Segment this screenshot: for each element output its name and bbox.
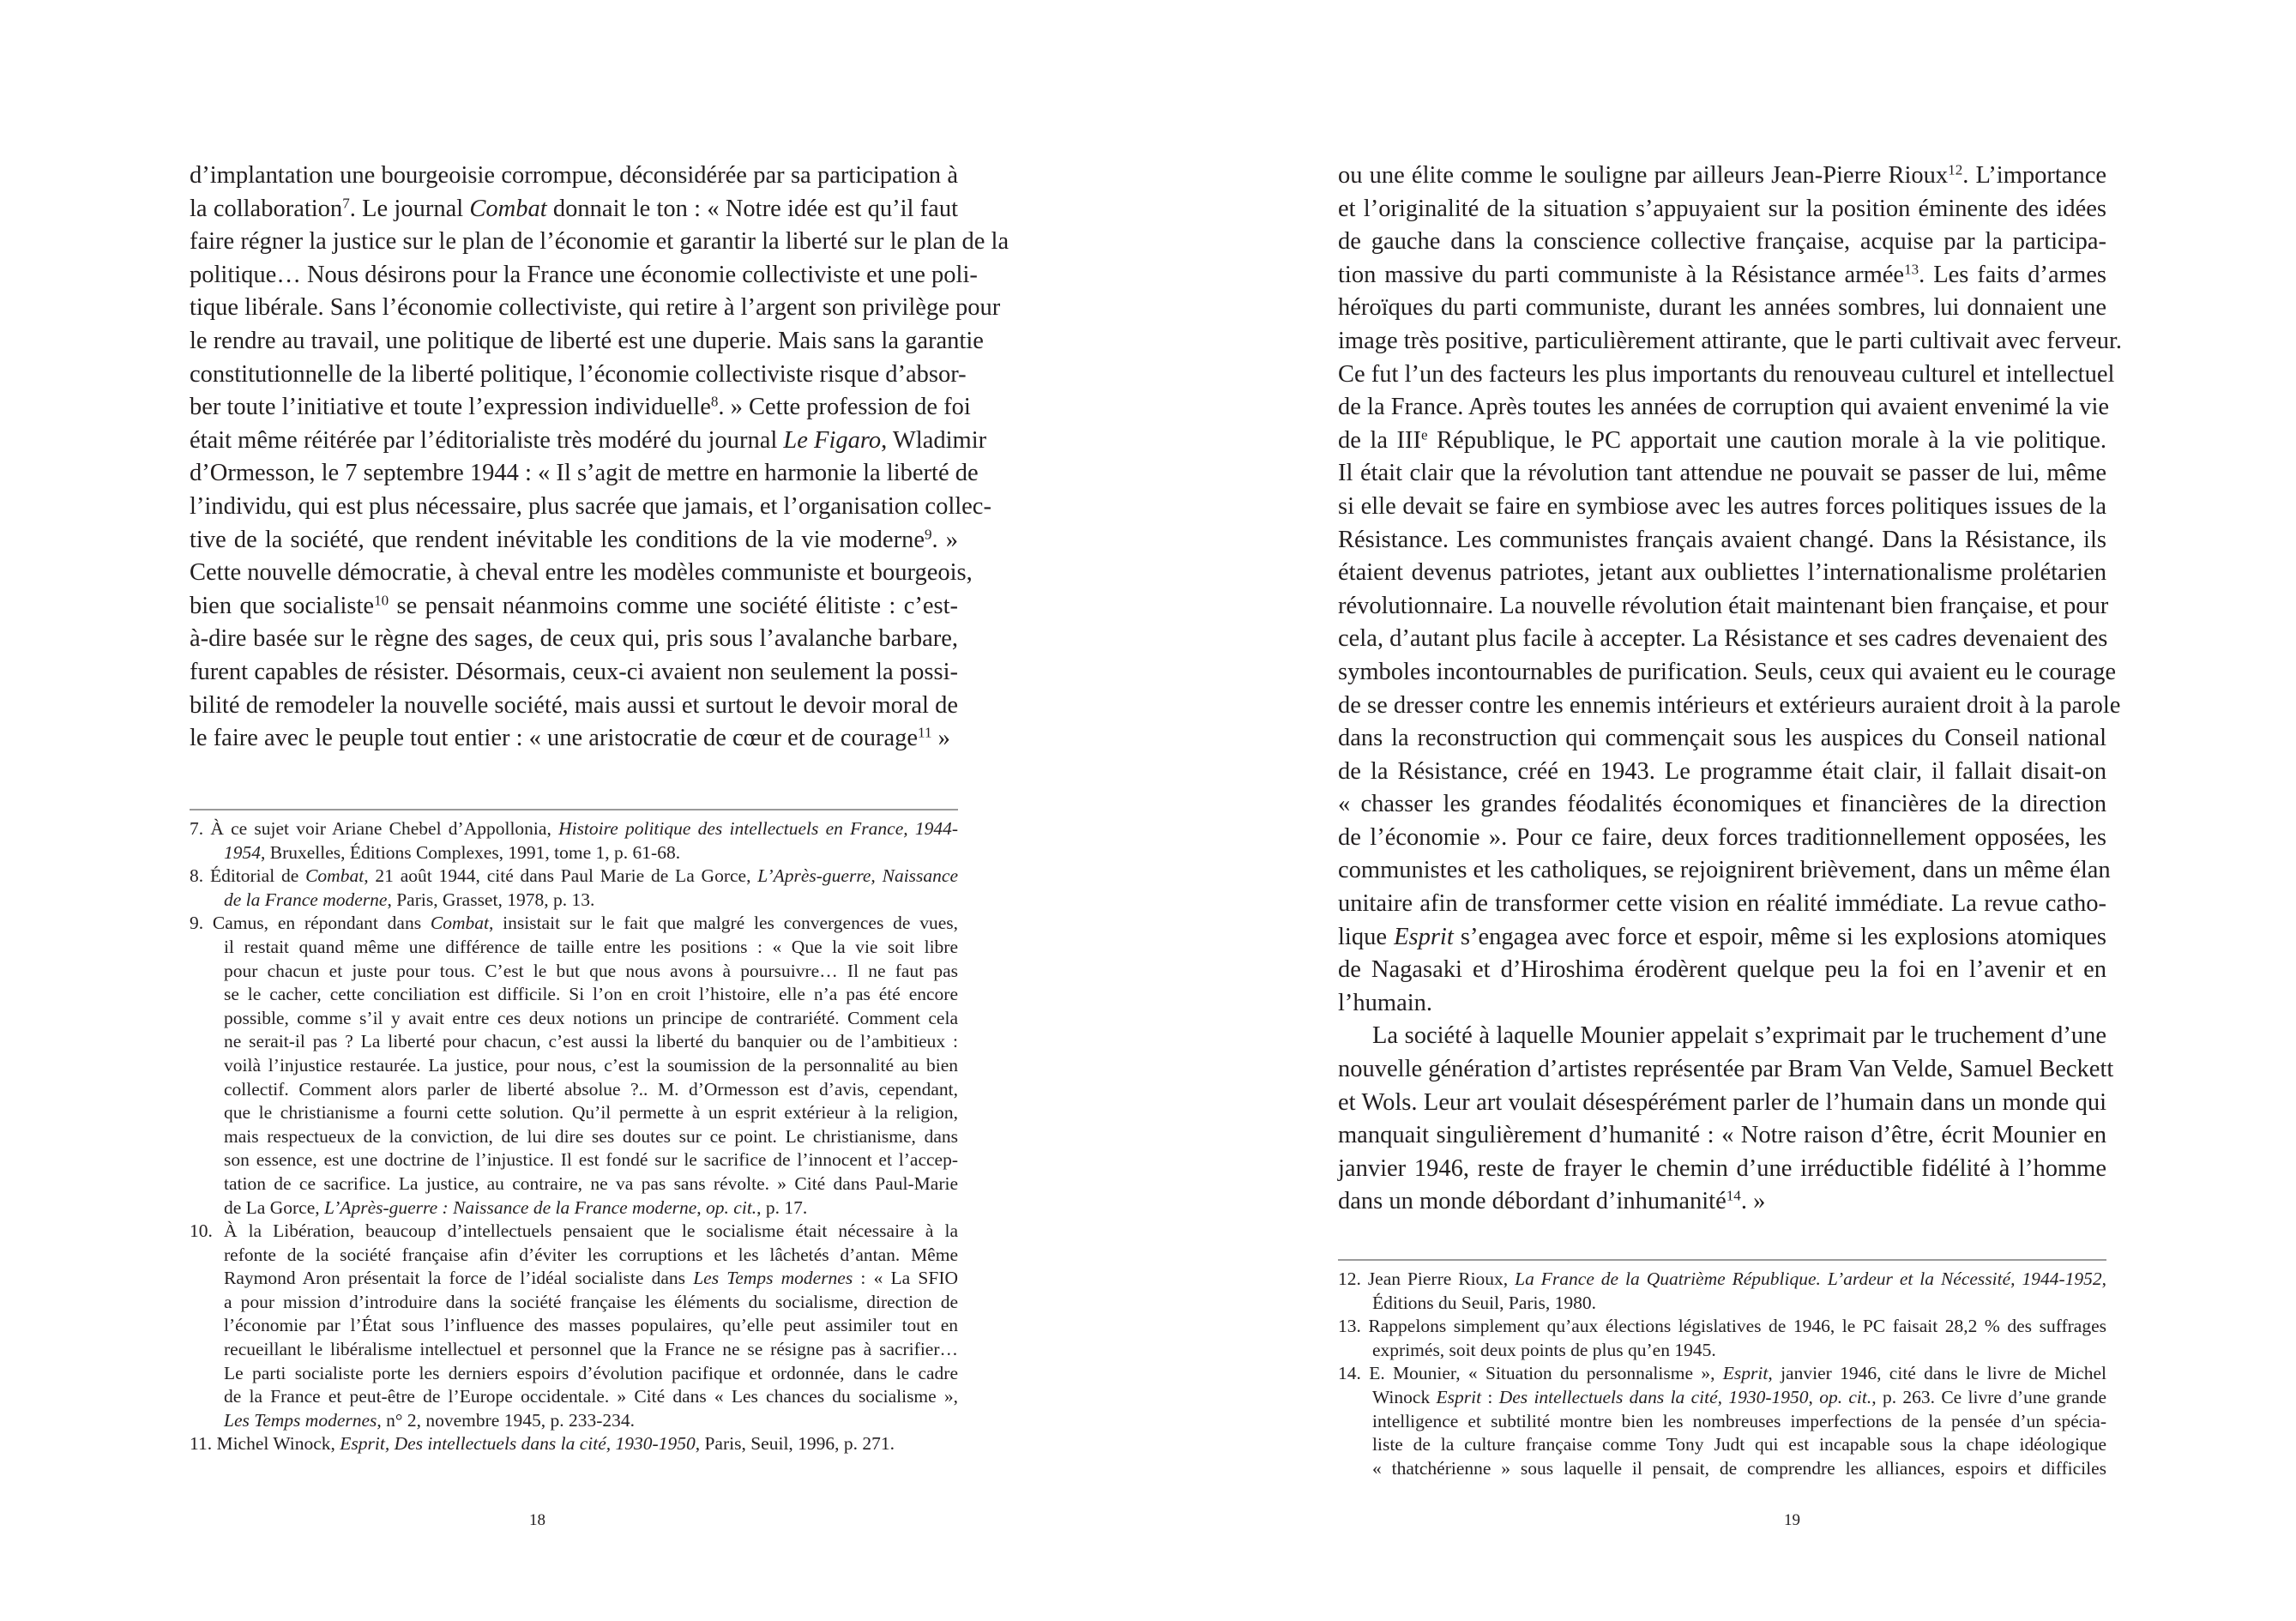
text-line: tique libérale. Sans l’économie collectiviste, qui retire à l’argent son privilège pour: [190, 294, 1001, 322]
text-line: tion massive du parti communiste à la Résistance armée$^{13}$. Les faits d’armes: [1338, 261, 2106, 288]
footnote-line: liste de la culture française comme Tony Judt qui est incapable sous la chape idéologique: [1372, 1434, 2106, 1455]
footnote-reference: e: [1420, 426, 1428, 443]
text-line: ou une élite comme le souligne par ailleurs Jean-Pierre Rioux$^{12}$. L’importance: [1338, 161, 2106, 189]
text-line: constitutionnelle de la liberté politique, l’économie collectiviste risque d’absor-: [190, 360, 967, 388]
footnote-line: que le christianisme a fourni cette solution. Qu’il permette à un esprit extérieur à la religion,: [224, 1102, 958, 1124]
footnote-11: [190, 1432, 958, 1456]
footnote-line: Éditions du Seuil, Paris, 1980.: [1372, 1292, 1596, 1313]
text-line: Cette nouvelle démocratie, à cheval entre les modèles communiste et bourgeois,: [190, 559, 973, 587]
text-line: furent capables de résister. Désormais, ceux-ci avaient non seulement la possi-: [190, 658, 958, 685]
footnote-line: voilà l’injustice restaurée. La justice, pour nous, c’est la soumission de la personnalité au bien: [224, 1054, 958, 1076]
text-line: janvier 1946, reste de frayer le chemin d’une irréductible fidélité à l’homme: [1338, 1154, 2106, 1182]
text-line: symboles incontournables de purification. Seuls, ceux qui avaient eu le courage: [1338, 658, 2116, 685]
text-line: image très positive, particulièrement attirante, que le parti cultivait avec ferveur.: [1338, 327, 2122, 354]
text-line: étaient devenus patriotes, jetant aux oubliettes l’internationalisme prolétarien: [1338, 559, 2106, 587]
footnote-line: 8. Éditorial de Combat, 21 août 1944, cité dans Paul Marie de La Gorce, L’Après-guerre, Naissance: [190, 865, 958, 887]
text-line: l’individu, qui est plus nécessaire, plus sacrée que jamais, et l’organisation collec-: [190, 492, 991, 520]
footnote-line: 14. E. Mounier, « Situation du personnalisme », Esprit, janvier 1946, cité dans le livre de Michel: [1338, 1363, 2106, 1384]
footnote-14: [1338, 1362, 2106, 1480]
footnote-8: [190, 865, 958, 912]
text-line: d’Ormesson, le 7 septembre 1944 : « Il s’agit de mettre en harmonie la liberté de: [190, 460, 979, 487]
text-line: dans un monde débordant d’inhumanité$^{14}$. »: [1338, 1188, 1766, 1215]
right-footnotes: [1338, 1268, 2106, 1480]
footnote-reference: 12: [1948, 161, 1963, 178]
right-page: [1148, 0, 2296, 1621]
text-line: communistes et les catholiques, se rejoignirent brièvement, dans un même élan: [1338, 857, 2111, 884]
text-line: de la IIIe République, le PC apportait une caution morale à la vie politique.: [1338, 426, 2106, 454]
footnote-reference: 10: [374, 592, 389, 609]
text-line: Résistance. Les communistes français avaient changé. Dans la Résistance, ils: [1338, 526, 2106, 553]
text-line: lique Esprit s’engagea avec force et espoir, même si les explosions atomiques: [1338, 923, 2106, 950]
text-line: d’implantation une bourgeoisie corrompue, déconsidérée par sa participation à: [190, 162, 958, 189]
footnote-reference: 8: [710, 393, 719, 410]
page-number: 19: [1784, 1511, 1800, 1529]
text-line: unitaire afin de transformer cette vision en réalité immédiate. La revue catho-: [1338, 890, 2106, 918]
footnote-line: de La Gorce, L’Après-guerre : Naissance de la France moderne, op. cit., p. 17.: [224, 1196, 808, 1218]
text-line: bien que socialiste$^{10}$ se pensait néanmoins comme une société élitiste : c’est-: [190, 592, 958, 619]
text-line: était même réitérée par l’éditorialiste très modéré du journal Le Figaro, Wladimir: [190, 426, 987, 454]
footnote-10: [190, 1220, 958, 1432]
footnote-line: pour chacun et juste pour tous. C’est le but que nous avons à poursuivre… Il ne faut pas: [224, 960, 958, 981]
footnote-reference: 13: [1904, 261, 1919, 278]
text-line: de la Résistance, créé en 1943. Le programme était clair, il fallait disait-on: [1338, 757, 2106, 785]
footnote-line: a pour mission d’introduire dans la société française les éléments du socialisme, direction de: [224, 1291, 958, 1312]
footnote-line: Le parti socialiste porte les derniers espoirs d’évolution pacifique et ordonnée, dans le cadre: [224, 1362, 958, 1383]
footnote-separator-rule: [1338, 1259, 2106, 1261]
text-line: de l’économie ». Pour ce faire, deux forces traditionnellement opposées, les: [1338, 823, 2106, 851]
text-line: Il était clair que la révolution tant attendue ne pouvait se passer de lui, même: [1338, 460, 2106, 487]
text-line: la collaboration$^7$. Le journal Combat donnait le ton : « Notre idée est qu’il faut: [190, 195, 958, 222]
footnote-line: son essence, est une doctrine de l’injustice. Il est fondé sur le sacrifice de l’innocent et l’accep-: [224, 1149, 958, 1171]
text-line: de la France. Après toutes les années de corruption qui avaient envenimé la vie: [1338, 394, 2110, 421]
right-body-text: [1338, 160, 2122, 1219]
footnote-reference: 9: [924, 526, 932, 543]
text-line: et l’originalité de la situation s’appuyaient sur la position éminente des idées: [1338, 195, 2106, 222]
text-line: bilité de remodeler la nouvelle société, mais aussi et surtout le devoir moral de: [190, 691, 958, 719]
footnote-line: il restait quand même une différence de taille entre les positions : « Que la vie soit libre: [224, 936, 958, 957]
footnote-line: 7. À ce sujet voir Ariane Chebel d’Appollonia, Histoire politique des intellectuels en France, 1944-: [190, 818, 959, 839]
footnote-line: se le cacher, cette conciliation est difficile. Si l’on en croit l’histoire, elle n’a pas été encore: [224, 984, 958, 1005]
footnote-line: refonte de la société française afin d’éviter les corruptions et les lâchetés d’antan. Même: [224, 1244, 958, 1265]
footnote-line: possible, comme s’il y avait entre ces deux notions un principe de contrariété. Comment cela: [224, 1007, 958, 1028]
text-line: La société à laquelle Mounier appelait s’exprimait par le truchement d’une: [1372, 1022, 2106, 1050]
text-line: le rendre au travail, une politique de liberté est une duperie. Mais sans la garantie: [190, 327, 984, 354]
text-line: politique… Nous désirons pour la France une économie collectiviste et une poli-: [190, 261, 978, 288]
footnote-13: [1338, 1315, 2106, 1362]
footnote-line: 13. Rappelons simplement qu’aux élections législatives de 1946, le PC faisait 28,2 % des suffrages: [1338, 1316, 2106, 1337]
footnote-line: tation de ce sacrifice. La justice, au contraire, ne va pas sans révolte. » Cité dans Paul-Marie: [224, 1172, 958, 1194]
footnote-line: l’économie par l’État sous l’influence des masses populaires, qu’elle peut assimiler tout en: [224, 1315, 958, 1336]
text-line: l’humain.: [1338, 989, 1433, 1016]
footnote-line: Winock Esprit : Des intellectuels dans la cité, 1930-1950, op. cit., p. 263. Ce livre d’une grande: [1372, 1386, 2107, 1407]
footnote-7: [190, 817, 958, 865]
footnote-reference: 14: [1726, 1188, 1741, 1205]
text-line: Ce fut l’un des facteurs les plus importants du renouveau culturel et intellectuel: [1338, 360, 2115, 388]
footnote-line: 9. Camus, en répondant dans Combat, insistait sur le fait que malgré les convergences de vues,: [190, 913, 958, 934]
footnote-line: de la France et peut-être de l’Europe occidentale. » Cité dans « Les chances du socialisme »,: [224, 1386, 958, 1407]
footnote-line: exprimés, soit deux points de plus qu’en 1945.: [1372, 1339, 1716, 1360]
footnote-reference: 11: [918, 724, 932, 741]
footnote-9: [190, 912, 958, 1220]
text-line: faire régner la justice sur le plan de l’économie et garantir la liberté sur le plan de la: [190, 228, 1009, 256]
footnote-reference: 7: [342, 195, 350, 212]
footnote-line: recueillant le libéralisme intellectuel et personnel que la France ne se résigne pas à sacrifier…: [224, 1339, 958, 1360]
footnote-line: 10. À la Libération, beaucoup d’intellectuels pensaient que le socialisme était nécessaire à la: [190, 1220, 958, 1242]
left-body-text: [190, 160, 1009, 756]
footnote-line: Les Temps modernes, n° 2, novembre 1945, p. 233-234.: [224, 1409, 635, 1431]
footnote-line: mais respectueux de la conviction, de lui dire ses doutes sur ce point. Le christianisme, dans: [224, 1125, 958, 1147]
text-line: « chasser les grandes féodalités économiques et financières de la direction: [1338, 791, 2106, 818]
text-line: si elle devait se faire en symbiose avec les autres forces politiques issues de la: [1338, 492, 2106, 520]
footnote-line: intelligence et subtilité montre bien les nombreuses imperfections de la pensée d’un spécia-: [1372, 1410, 2106, 1431]
text-line: le faire avec le peuple tout entier : « une aristocratie de cœur et de courage$^{11}$ »: [190, 724, 950, 752]
text-line: ber toute l’initiative et toute l’expression individuelle$^8$. » Cette profession de foi: [190, 393, 971, 421]
left-footnotes: [190, 817, 958, 1456]
footnote-line: 11. Michel Winock, Esprit, Des intellectuels dans la cité, 1930-1950, Paris, Seuil, 1996, p. 271.: [190, 1433, 895, 1455]
footnote-line: ne serait-il pas ? La liberté pour chacun, c’est aussi la liberté du banquier ou de l’ambitieux :: [224, 1031, 958, 1052]
text-line: et Wols. Leur art voulait désespérément parler de l’humain dans un monde qui: [1338, 1088, 2106, 1116]
text-line: tive de la société, que rendent inévitable les conditions de la vie moderne$^9$. »: [190, 526, 959, 553]
footnote-line: de la France moderne, Paris, Grasset, 1978, p. 13.: [224, 889, 595, 910]
text-line: révolutionnaire. La nouvelle révolution était maintenant bien française, et pour: [1338, 592, 2109, 619]
footnote-separator-rule: [190, 809, 958, 810]
footnote-line: 12. Jean Pierre Rioux, La France de la Quatrième République. L’ardeur et la Nécessité, 1944-1952,: [1338, 1268, 2106, 1289]
text-line: de Nagasaki et d’Hiroshima érodèrent quelque peu la foi en l’avenir et en: [1338, 956, 2106, 984]
footnote-line: « thatchérienne » sous laquelle il pensait, de comprendre les alliances, espoirs et difficiles: [1372, 1457, 2106, 1479]
text-line: cela, d’autant plus facile à accepter. La Résistance et ses cadres devenaient des: [1338, 625, 2108, 653]
footnote-12: [1338, 1268, 2106, 1315]
footnote-line: 1954, Bruxelles, Éditions Complexes, 1991, tome 1, p. 61-68.: [224, 841, 681, 863]
footnote-line: Raymond Aron présentait la force de l’idéal socialiste dans Les Temps modernes : « La SFIO: [224, 1268, 959, 1289]
text-line: manquait singulièrement d’humanité : « Notre raison d’être, écrit Mounier en: [1338, 1122, 2106, 1149]
text-line: dans la reconstruction qui commençait sous les auspices du Conseil national: [1338, 725, 2106, 752]
text-line: à-dire basée sur le règne des sages, de ceux qui, pris sous l’avalanche barbare,: [190, 625, 958, 653]
text-line: nouvelle génération d’artistes représentée par Bram Van Velde, Samuel Beckett: [1338, 1056, 2114, 1083]
page-number: 18: [529, 1511, 545, 1529]
footnote-line: collectif. Comment alors parler de liberté absolue ?.. M. d’Ormesson est d’avis, cependant,: [224, 1078, 958, 1100]
text-line: de se dresser contre les ennemis intérieurs et extérieurs auraient droit à la parole: [1338, 691, 2121, 719]
text-line: de gauche dans la conscience collective française, acquise par la participa-: [1338, 228, 2106, 256]
text-line: héroïques du parti communiste, durant les années sombres, lui donnaient une: [1338, 294, 2106, 322]
